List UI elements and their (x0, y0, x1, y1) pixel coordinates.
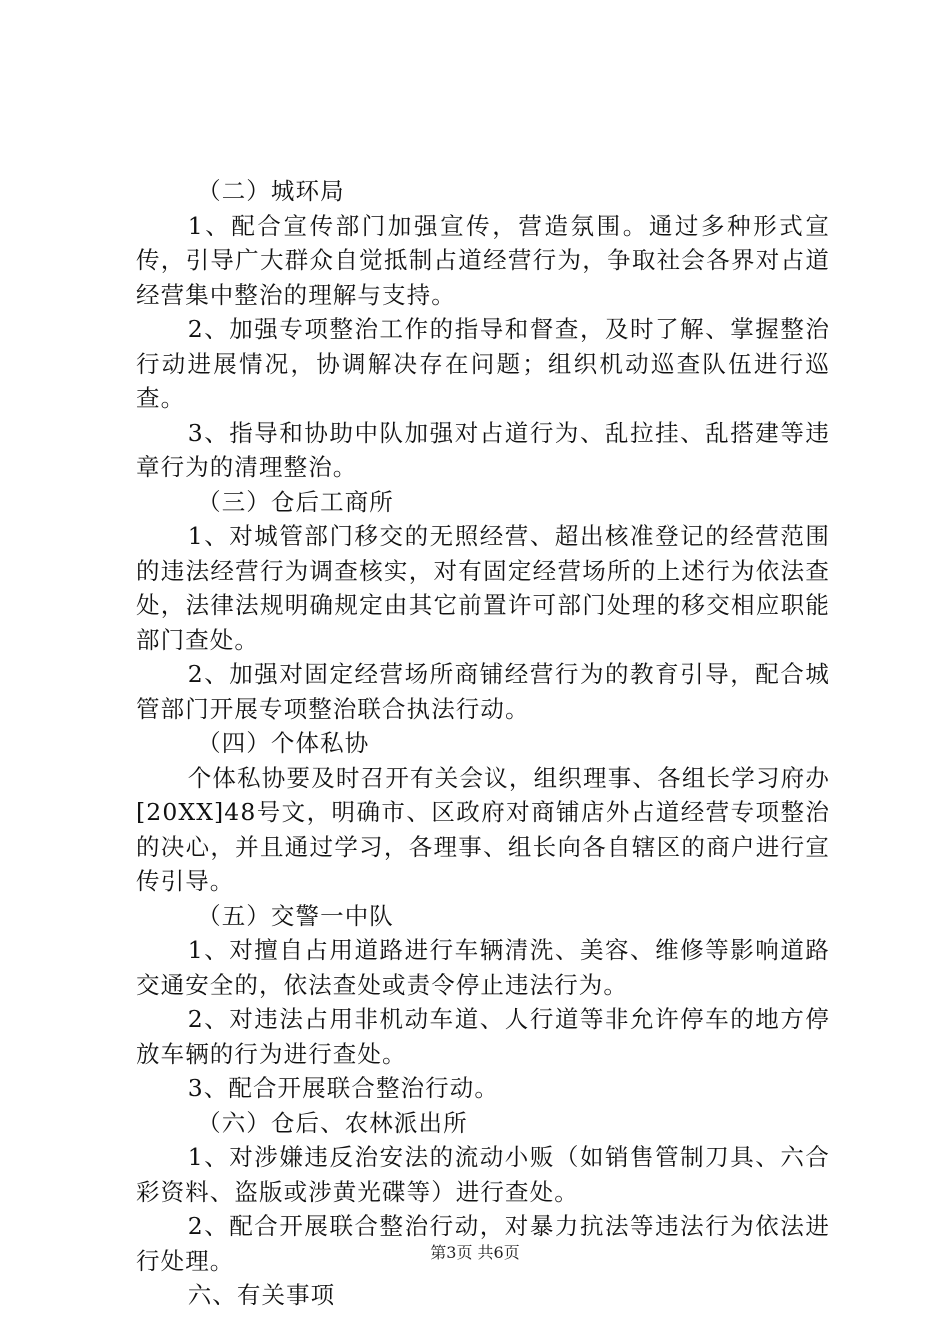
page-footer (0, 1241, 950, 1265)
paragraph: 1、配合宣传部门加强宣传，营造氛围。通过多种形式宣传，引导广大群众自觉抵制占道经营行为，争取社会各界对占道经营集中整治的理解与支持。 (136, 211, 830, 309)
paragraph: 3、配合开展联合整治行动。 (187, 1074, 499, 1102)
paragraph: 1、对涉嫌违反治安法的流动小贩（如销售管制刀具、六合彩资料、盗版或涉黄光碟等）进行查处。 (136, 1143, 830, 1206)
document-body (136, 174, 830, 1313)
page-number-label: 第3页 共6页 (430, 1243, 520, 1262)
paragraph: 2、配合开展联合整治行动，对暴力抗法等违法行为依法进行处理。 (136, 1212, 830, 1275)
section-heading-6: （六）仓后、农林派出所 (197, 1108, 468, 1137)
section-heading-3: （三）仓后工商所 (197, 487, 394, 516)
section-heading-5: （五）交警一中队 (197, 901, 394, 930)
paragraph: 2、加强专项整治工作的指导和督查，及时了解、掌握整治行动进展情况，协调解决存在问题；组织机动巡查队伍进行巡查。 (136, 315, 830, 412)
paragraph: 1、对擅自占用道路进行车辆清洗、美容、维修等影响道路交通安全的，依法查处或责令停止违法行为。 (136, 936, 830, 999)
paragraph: 2、加强对固定经营场所商铺经营行为的教育引导，配合城管部门开展专项整治联合执法行动。 (136, 660, 830, 723)
section-heading-2: （二）城环局 (197, 177, 345, 205)
paragraph: 2、对违法占用非机动车道、人行道等非允许停车的地方停放车辆的行为进行查处。 (136, 1005, 830, 1068)
paragraph: 1、对城管部门移交的无照经营、超出核准登记的经营范围的违法经营行为调查核实，对有固定经营场所的上述行为依法查处，法律法规明确规定由其它前置许可部门处理的移交相应职能部门查处。 (136, 522, 830, 654)
paragraph: 3、指导和协助中队加强对占道行为、乱拉挂、乱搭建等违章行为的清理整治。 (136, 418, 830, 481)
section-heading-4: （四）个体私协 (197, 729, 370, 757)
section-heading-main: 六、有关事项 (187, 1281, 336, 1309)
paragraph: 个体私协要及时召开有关会议，组织理事、各组长学习府办[20XX]48号文，明确市、区政府对商铺店外占道经营专项整治的决心，并且通过学习，各理事、组长向各自辖区的商户进行宣传引导。 (136, 763, 830, 895)
